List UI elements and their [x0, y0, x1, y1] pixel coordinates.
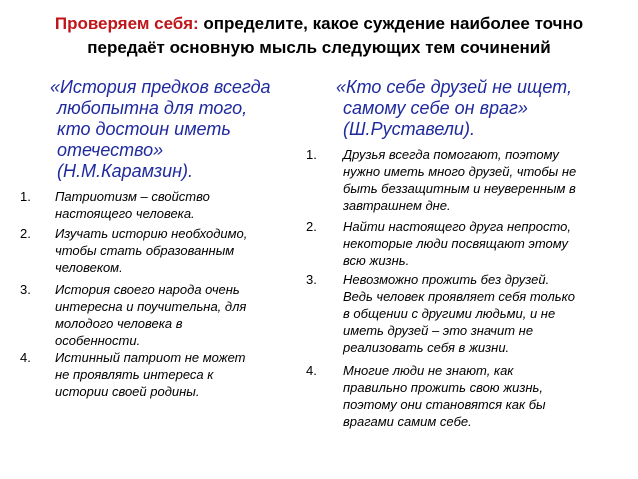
item-line: правильно прожить свою жизнь, — [343, 380, 544, 395]
right-quote-line: самому себе он враг» — [343, 98, 528, 118]
title-line-1-rest: определите, какое суждение наиболее точно — [198, 14, 584, 33]
item-number: 2. — [306, 219, 317, 234]
item-line: человеком. — [55, 260, 123, 275]
item-number: 4. — [20, 350, 31, 365]
item-number: 3. — [306, 272, 317, 287]
item-line: Невозможно прожить без друзей. — [343, 272, 550, 287]
left-quote — [50, 77, 271, 182]
item-line: особенности. — [55, 333, 141, 348]
item-line: чтобы стать образованным — [55, 243, 235, 258]
left-quote-line: (Н.М.Карамзин). — [57, 161, 194, 181]
item-line: интересна и поучительна, для — [55, 299, 247, 314]
item-line: иметь друзей – это значит не — [343, 323, 534, 338]
slide-title — [30, 12, 608, 60]
item-line: Найти настоящего друга непросто, — [343, 219, 571, 234]
item-line: Истинный патриот не может — [55, 350, 246, 365]
item-line: врагами самим себе. — [343, 414, 472, 429]
item-number: 1. — [20, 189, 31, 204]
left-quote-line: отечество» — [57, 140, 164, 160]
title-accent: Проверяем себя: — [54, 14, 199, 33]
item-line: молодого человека в — [55, 316, 183, 331]
item-number: 2. — [20, 226, 31, 241]
item-line: всю жизнь. — [343, 253, 410, 268]
left-quote-line: любопытна для того, — [57, 98, 248, 118]
right-quote-line: «Кто себе друзей не ищет, — [336, 77, 572, 97]
item-line: поэтому они становятся как бы — [343, 397, 546, 412]
left-quote-line: кто достоин иметь — [57, 119, 231, 139]
item-number: 3. — [20, 282, 31, 297]
item-line: завтрашнем дне. — [343, 198, 451, 213]
item-line: Патриотизм – свойство — [55, 189, 210, 204]
item-number: 1. — [306, 147, 317, 162]
item-line: не проявлять интереса к — [55, 367, 214, 382]
item-line: История своего народа очень — [55, 282, 240, 297]
item-line: реализовать себя в жизни. — [343, 340, 510, 355]
item-line: Друзья всегда помогают, поэтому — [343, 147, 559, 162]
right-quote — [336, 77, 572, 140]
item-line: быть беззащитным и неуверенным в — [343, 181, 576, 196]
item-number: 4. — [306, 363, 317, 378]
right-quote-line: (Ш.Руставели). — [343, 119, 475, 139]
item-line: настоящего человека. — [55, 206, 195, 221]
title-line-1 — [30, 12, 608, 36]
item-line: некоторые люди посвящают этому — [343, 236, 568, 251]
item-line: Изучать историю необходимо, — [55, 226, 248, 241]
item-line: в общении с другими людьми, и не — [343, 306, 556, 321]
item-line: Многие люди не знают, как — [343, 363, 514, 378]
item-line: нужно иметь много друзей, чтобы не — [343, 164, 577, 179]
item-line: истории своей родины. — [55, 384, 200, 399]
item-line: Ведь человек проявляет себя только — [343, 289, 576, 304]
title-line-2: передаёт основную мысль следующих тем сочинений — [87, 38, 551, 57]
left-quote-line: «История предков всегда — [50, 77, 271, 97]
